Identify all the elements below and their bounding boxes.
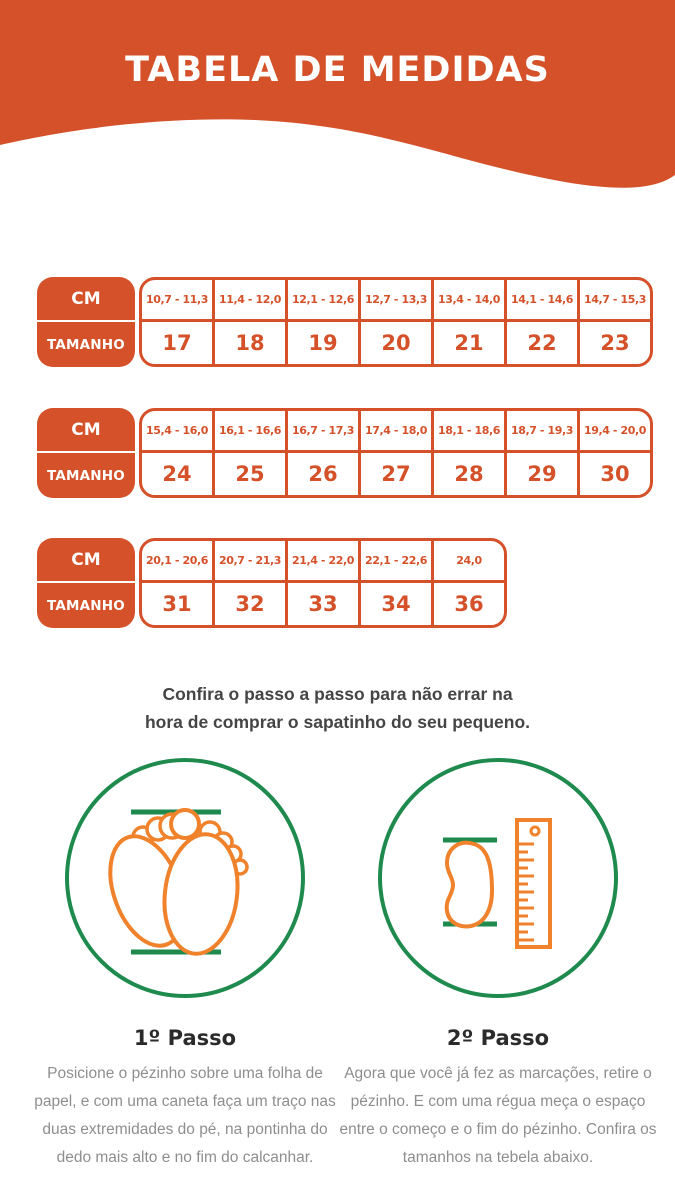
cm-range-value: 15,4 - 16,0 xyxy=(142,411,212,453)
size-column xyxy=(358,541,431,625)
size-column xyxy=(431,280,504,364)
size-column xyxy=(358,411,431,495)
step-1-title: 1º Passo xyxy=(133,1026,237,1050)
cm-range-value: 10,7 - 11,3 xyxy=(142,280,212,322)
step-2 xyxy=(333,756,663,1172)
cm-label: CM xyxy=(71,288,101,309)
size-value: 22 xyxy=(527,331,557,355)
cm-range-value: 22,1 - 22,6 xyxy=(361,541,431,583)
size-value: 17 xyxy=(162,331,192,355)
cm-range-value: 17,4 - 18,0 xyxy=(361,411,431,453)
cm-range-value: 19,4 - 20,0 xyxy=(580,411,650,453)
cm-range-value: 18,1 - 18,6 xyxy=(434,411,504,453)
tamanho-label: TAMANHO xyxy=(47,467,125,484)
size-column xyxy=(358,280,431,364)
size-value: 30 xyxy=(600,462,630,486)
cm-label: CM xyxy=(71,419,101,440)
step-2-title: 2º Passo xyxy=(446,1026,550,1050)
intro-text xyxy=(0,680,675,736)
size-column xyxy=(431,411,504,495)
size-value: 27 xyxy=(381,462,411,486)
header-wave-shape xyxy=(0,0,675,200)
cm-range-value: 16,1 - 16,6 xyxy=(215,411,285,453)
size-column xyxy=(285,280,358,364)
size-value: 18 xyxy=(235,331,265,355)
size-column xyxy=(212,411,285,495)
tamanho-label: TAMANHO xyxy=(47,336,125,353)
size-grid xyxy=(139,408,653,498)
cm-range-value: 16,7 - 17,3 xyxy=(288,411,358,453)
size-value: 28 xyxy=(454,462,484,486)
cm-range-value: 14,7 - 15,3 xyxy=(580,280,650,322)
header-banner xyxy=(0,0,675,200)
size-value: 33 xyxy=(308,592,338,616)
size-value: 21 xyxy=(454,331,484,355)
step-1 xyxy=(20,756,350,1172)
step-2-description: Agora que você já fez as marcações, retire o pézinho. E com uma régua meça o espaço entre o começo e o fim do pézinho. Confira os tamanhos na tebela abaixo. xyxy=(339,1065,657,1166)
size-column xyxy=(285,411,358,495)
foot-outline-ruler-icon xyxy=(376,756,620,1000)
size-column xyxy=(142,541,212,625)
size-column xyxy=(212,280,285,364)
tamanho-label: TAMANHO xyxy=(47,597,125,614)
cm-range-value: 12,7 - 13,3 xyxy=(361,280,431,322)
size-table-3 xyxy=(37,538,507,628)
size-value: 36 xyxy=(454,592,484,616)
size-value: 23 xyxy=(600,331,630,355)
cm-range-value: 18,7 - 19,3 xyxy=(507,411,577,453)
cm-range-value: 13,4 - 14,0 xyxy=(434,280,504,322)
cm-range-value: 20,7 - 21,3 xyxy=(215,541,285,583)
size-value: 24 xyxy=(162,462,192,486)
size-column xyxy=(142,280,212,364)
cm-range-value: 21,4 - 22,0 xyxy=(288,541,358,583)
step-1-description: Posicione o pézinho sobre uma folha de papel, e com uma caneta faça um traço nas duas extremidades do pé, na pontinha do dedo mais alto e no fim do calcanhar. xyxy=(34,1065,336,1166)
size-column xyxy=(577,411,650,495)
intro-line-1: Confira o passo a passo para não errar na xyxy=(162,684,513,704)
size-table-2 xyxy=(37,408,653,498)
baby-feet-tracing-icon xyxy=(63,756,307,1000)
size-column xyxy=(504,411,577,495)
size-value: 26 xyxy=(308,462,338,486)
size-value: 29 xyxy=(527,462,557,486)
size-value: 32 xyxy=(235,592,265,616)
size-value: 34 xyxy=(381,592,411,616)
row-labels xyxy=(37,538,135,628)
size-column xyxy=(142,411,212,495)
cm-range-value: 20,1 - 20,6 xyxy=(142,541,212,583)
size-column xyxy=(577,280,650,364)
size-grid xyxy=(139,538,507,628)
cm-label: CM xyxy=(71,549,101,570)
page-title: TABELA DE MEDIDAS xyxy=(125,50,550,90)
row-labels xyxy=(37,277,135,367)
size-value: 25 xyxy=(235,462,265,486)
cm-range-value: 11,4 - 12,0 xyxy=(215,280,285,322)
cm-range-value: 14,1 - 14,6 xyxy=(507,280,577,322)
size-grid xyxy=(139,277,653,367)
cm-range-value: 24,0 xyxy=(434,541,504,583)
size-value: 31 xyxy=(162,592,192,616)
row-labels xyxy=(37,408,135,498)
size-table-1 xyxy=(37,277,653,367)
size-column xyxy=(285,541,358,625)
size-column xyxy=(431,541,504,625)
size-value: 19 xyxy=(308,331,338,355)
size-column xyxy=(504,280,577,364)
size-column xyxy=(212,541,285,625)
size-value: 20 xyxy=(381,331,411,355)
intro-line-2: hora de comprar o sapatinho do seu pequeno. xyxy=(144,712,531,732)
cm-range-value: 12,1 - 12,6 xyxy=(288,280,358,322)
